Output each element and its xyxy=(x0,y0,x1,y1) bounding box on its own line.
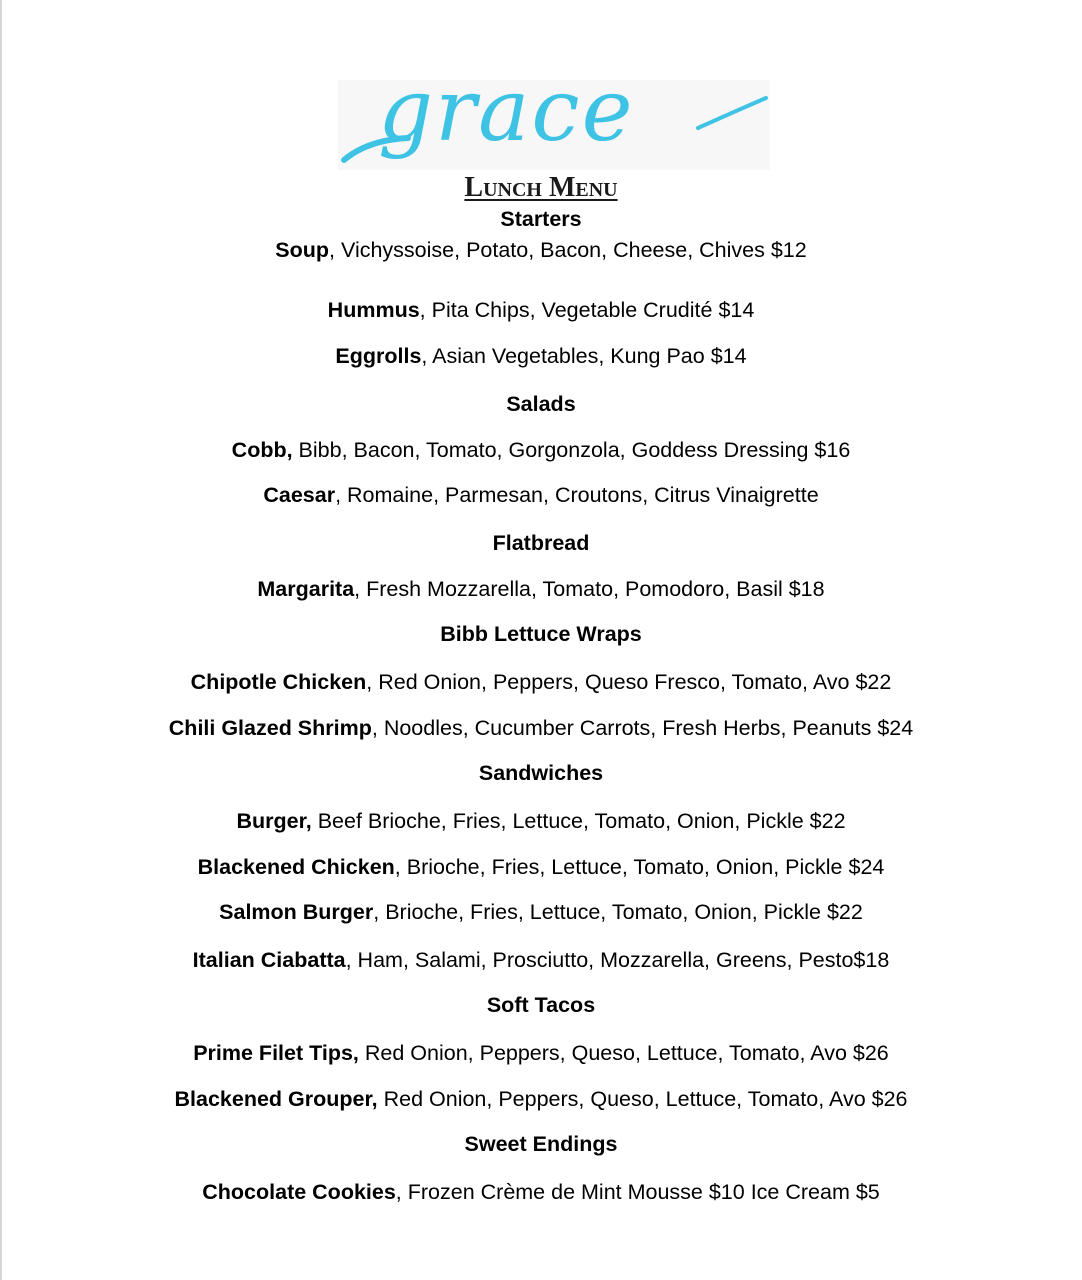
item-description: Red Onion, Peppers, Queso, Lettuce, Tomato, Avo $26 xyxy=(358,1041,889,1065)
logo-wordmark: grace xyxy=(378,80,635,161)
item-name: Cobb, xyxy=(231,438,293,462)
menu-item xyxy=(0,1180,1082,1205)
item-description: , Asian Vegetables, Kung Pao $14 xyxy=(421,344,747,368)
item-name: Chipotle Chicken xyxy=(190,670,367,694)
section-heading: Soft Tacos xyxy=(486,993,596,1017)
grace-logo xyxy=(338,80,770,170)
menu-item xyxy=(0,483,1082,508)
item-name: Hummus xyxy=(327,298,420,322)
section-heading: Starters xyxy=(500,207,582,231)
item-description: Beef Brioche, Fries, Lettuce, Tomato, Onion, Pickle $22 xyxy=(311,809,846,833)
menu-title: Lunch Menu xyxy=(464,172,618,203)
item-name: Italian Ciabatta xyxy=(192,948,346,972)
menu-item xyxy=(0,716,1082,741)
menu-item xyxy=(0,1087,1082,1112)
item-description: , Fresh Mozzarella, Tomato, Pomodoro, Basil $18 xyxy=(354,577,825,601)
item-description: , Ham, Salami, Prosciutto, Mozzarella, Greens, Pesto$18 xyxy=(345,948,890,972)
item-description: , Noodles, Cucumber Carrots, Fresh Herbs, Peanuts $24 xyxy=(371,716,914,740)
item-description: , Brioche, Fries, Lettuce, Tomato, Onion, Pickle $24 xyxy=(394,855,885,879)
menu-item xyxy=(0,948,1082,973)
item-description: Bibb, Bacon, Tomato, Gorgonzola, Goddess Dressing $16 xyxy=(292,438,851,462)
item-name: Eggrolls xyxy=(335,344,422,368)
item-description: , Red Onion, Peppers, Queso Fresco, Tomato, Avo $22 xyxy=(366,670,892,694)
menu-item xyxy=(0,855,1082,880)
menu-item xyxy=(0,577,1082,602)
logo-tail xyxy=(698,98,766,128)
menu-item xyxy=(0,1041,1082,1066)
item-name: Chili Glazed Shrimp xyxy=(168,716,372,740)
item-description: Red Onion, Peppers, Queso, Lettuce, Tomato, Avo $26 xyxy=(377,1087,908,1111)
item-name: Soup xyxy=(275,238,330,262)
item-description: , Brioche, Fries, Lettuce, Tomato, Onion, Pickle $22 xyxy=(373,900,863,924)
section-heading: Sandwiches xyxy=(478,761,604,785)
item-name: Caesar xyxy=(263,483,336,507)
item-name: Burger, xyxy=(236,809,312,833)
section-heading: Flatbread xyxy=(492,531,590,555)
item-description: , Pita Chips, Vegetable Crudité $14 xyxy=(419,298,755,322)
menu-item xyxy=(0,344,1082,369)
menu-item xyxy=(0,438,1082,463)
item-name: Prime Filet Tips, xyxy=(193,1041,359,1065)
menu-item xyxy=(0,900,1082,925)
item-name: Blackened Chicken xyxy=(197,855,395,879)
item-name: Chocolate Cookies xyxy=(202,1180,396,1204)
item-name: Blackened Grouper, xyxy=(174,1087,378,1111)
menu-item xyxy=(0,809,1082,834)
item-description: , Vichyssoise, Potato, Bacon, Cheese, Chives $12 xyxy=(329,238,807,262)
item-description: , Frozen Crème de Mint Mousse $10 Ice Cream $5 xyxy=(395,1180,880,1204)
item-name: Salmon Burger xyxy=(219,900,374,924)
section-heading: Sweet Endings xyxy=(464,1132,618,1156)
menu-item xyxy=(0,670,1082,695)
menu-item xyxy=(0,238,1082,263)
section-heading: Salads xyxy=(506,392,576,416)
item-description: , Romaine, Parmesan, Croutons, Citrus Vinaigrette xyxy=(335,483,819,507)
section-heading: Bibb Lettuce Wraps xyxy=(440,622,642,646)
item-name: Margarita xyxy=(257,577,355,601)
menu-item xyxy=(0,298,1082,323)
